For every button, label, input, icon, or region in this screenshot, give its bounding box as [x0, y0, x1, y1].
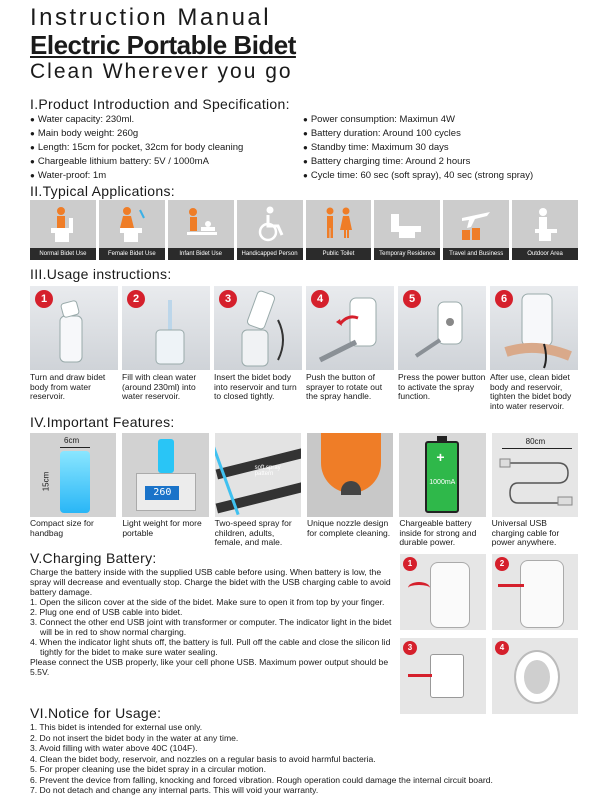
photo-number: 2 — [495, 557, 509, 571]
notice-item: 3. Avoid filling with water above 40C (104F). — [30, 743, 198, 753]
app-outdoor — [512, 200, 578, 260]
app-label: Outdoor Area — [512, 248, 578, 260]
compact-bottle — [60, 451, 90, 513]
step-text: Press the power button to activate the spray function. — [398, 372, 486, 401]
notice-item: 4. Clean the bidet body, reservoir, and nozzles on a regular basis to avoid harmful bacteria. — [30, 753, 376, 764]
battery-capacity: 1000mA — [429, 479, 456, 486]
spec-item: ● Chargeable lithium battery: 5V / 1000mA — [30, 155, 243, 169]
notice-item: 1. This bidet is intended for external use only. — [30, 722, 203, 732]
bidet-bottle-icon — [50, 296, 110, 366]
water-fill-icon — [140, 300, 200, 366]
cable-length: 80cm — [525, 437, 546, 446]
photo-number: 4 — [495, 641, 509, 655]
step-text: Fill with clean water (around 230ml) into water reservoir. — [122, 372, 197, 401]
usage-step — [214, 286, 302, 411]
feature-nozzle — [307, 433, 393, 548]
charging-photo — [492, 638, 578, 714]
notice-item: 6. Prevent the device from falling, knocking and forced vibration. Rough operation could damage the internal circuit board. — [30, 774, 493, 785]
hotel-icon — [385, 204, 429, 244]
notice-item: 7. Do not detach and change any internal parts. This will void your warranty. — [30, 785, 319, 795]
step-number: 4 — [311, 290, 329, 308]
section-spec-title: I.Product Introduction and Specification: — [30, 96, 290, 112]
spec-item: ● Water-proof: 1m — [30, 169, 243, 183]
section-usage-title: III.Usage instructions: — [30, 266, 172, 282]
spec-list-left — [30, 113, 243, 183]
notice-item: 2. Do not insert the bidet body in the water at any time. — [30, 732, 239, 743]
spec-item: ● Length: 15cm for pocket, 32cm for body cleaning — [30, 141, 243, 155]
charging-step: 4. When the indicator light shuts off, the battery is full. Pull off the cable and close the silicon lid tightly for the bidet to make sure water sealing. — [30, 637, 391, 657]
manual-heading: Instruction Manual — [30, 4, 272, 31]
charging-photo — [400, 554, 486, 630]
charging-note: Please connect the USB properly, like your cell phone USB. Maximum power output should be 5.5V. — [30, 657, 389, 677]
app-handicapped — [237, 200, 303, 260]
app-normal-bidet — [30, 200, 96, 260]
step-text: Insert the bidet body into reservoir and turn to closed tightly. — [214, 372, 297, 401]
charging-step: 3. Connect the other end USB joint with transformer or computer. The indicator light in the bidet will be in red to show normal charging. — [30, 617, 392, 637]
infant-care-icon — [181, 204, 221, 244]
charging-photos — [400, 554, 578, 714]
step-text: After use, clean bidet body and reservoir, tighten the bidet body into water reservoir. — [490, 372, 572, 411]
feature-text: Unique nozzle design for complete cleaning. — [306, 518, 391, 538]
wheelchair-icon — [250, 204, 290, 244]
section-applications-title: II.Typical Applications: — [30, 183, 175, 199]
usb-adapter-icon — [430, 654, 464, 698]
spec-item: ● Cycle time: 60 sec (soft spray), 40 sec (strong spray) — [303, 169, 533, 183]
feature-text: Universal USB charging cable for power anywhere. — [491, 518, 560, 547]
height-dimension: 15cm — [41, 471, 51, 492]
spec-item: ● Water capacity: 230ml. — [30, 113, 243, 127]
usage-step — [122, 286, 210, 411]
tagline: Clean Wherever you go — [30, 60, 293, 83]
app-label: Female Bidet Use — [99, 248, 165, 260]
charging-photo — [400, 638, 486, 714]
app-label: Normal Bidet Use — [30, 248, 96, 260]
spec-item: ● Main body weight: 260g — [30, 127, 243, 141]
reservoir-closed-icon — [504, 290, 574, 370]
feature-compact — [30, 433, 116, 548]
step-text: Turn and draw bidet body from water reservoir. — [30, 372, 106, 401]
charging-intro: Charge the battery inside with the supplied USB cable before using. When battery is low, the spray will decrease and eventually stop. Charge the bidet with the USB charging cable to avoid battery damage. — [30, 567, 391, 597]
app-label: Travel and Business — [443, 248, 509, 260]
spec-item: ● Battery charging time: Around 2 hours — [303, 155, 533, 169]
photo-number: 3 — [403, 641, 417, 655]
app-temporary-residence — [374, 200, 440, 260]
notice-item: 5. For proper cleaning use the bidet spray in a circular motion. — [30, 764, 266, 774]
notice-list — [30, 722, 590, 796]
app-label: Handicapped Person — [237, 248, 303, 260]
step-number: 6 — [495, 290, 513, 308]
app-public-toilet — [306, 200, 372, 260]
app-label: Infant Bidet Use — [168, 248, 234, 260]
scale-icon — [136, 473, 196, 511]
rotate-handle-icon — [310, 294, 392, 368]
product-title: Electric Portable Bidet — [30, 30, 296, 60]
restroom-icon — [318, 204, 358, 244]
power-button-icon — [408, 296, 484, 366]
feature-two-speed — [215, 433, 301, 548]
spec-item: ● Battery duration: Around 100 cycles — [303, 127, 533, 141]
charging-photo — [492, 554, 578, 630]
feature-text: Compact size for handbag — [30, 518, 94, 538]
step-number: 1 — [35, 290, 53, 308]
battery-icon: + 1000mA — [425, 441, 459, 513]
spray-pattern-label: soft spray pattern — [254, 465, 281, 477]
airplane-icon — [454, 204, 498, 244]
feature-usb-cable — [492, 433, 578, 548]
outdoor-toilet-icon — [525, 204, 565, 244]
usage-step — [306, 286, 394, 411]
features-row — [30, 433, 578, 548]
app-label: Public Toilet — [306, 248, 372, 260]
usage-step — [398, 286, 486, 411]
usage-step — [30, 286, 118, 411]
feature-text: Two-speed spray for children, adults, female, and male. — [214, 518, 292, 547]
app-infant-bidet — [168, 200, 234, 260]
applications-strip — [30, 200, 578, 260]
usage-step — [490, 286, 578, 411]
female-bidet-icon — [112, 204, 152, 244]
scale-display: 260 — [145, 486, 179, 500]
app-travel-business — [443, 200, 509, 260]
step-text: Push the button of sprayer to rotate out the spray handle. — [306, 372, 383, 401]
nozzle-head — [341, 481, 361, 495]
usb-cable-icon — [498, 453, 578, 513]
toilet-sitting-icon — [43, 204, 83, 244]
spec-item: ● Standby time: Maximum 30 days — [303, 141, 533, 155]
step-number: 2 — [127, 290, 145, 308]
section-notice-title: VI.Notice for Usage: — [30, 705, 162, 721]
feature-battery — [399, 433, 485, 548]
feature-text: Light weight for more portable — [122, 518, 202, 538]
step-number: 3 — [219, 290, 237, 308]
insert-body-icon — [228, 290, 294, 368]
step-number: 5 — [403, 290, 421, 308]
app-female-bidet — [99, 200, 165, 260]
spec-list-right — [303, 113, 533, 183]
charging-step: 1. Open the silicon cover at the side of the bidet. Make sure to open it from top by your finger. — [30, 597, 385, 607]
app-label: Temporay Residence — [374, 248, 440, 260]
feature-lightweight — [122, 433, 208, 548]
spec-item: ● Power consumption: Maximun 4W — [303, 113, 533, 127]
charging-instructions — [30, 567, 395, 677]
width-dimension: 6cm — [64, 436, 80, 445]
charging-step: 2. Plug one end of USB cable into bidet. — [30, 607, 183, 617]
photo-number: 1 — [403, 557, 417, 571]
feature-text: Chargeable battery inside for strong and durable power. — [399, 518, 477, 547]
weighed-bottle — [158, 439, 174, 473]
section-charging-title: V.Charging Battery: — [30, 550, 157, 566]
section-features-title: IV.Important Features: — [30, 414, 175, 430]
usage-steps — [30, 286, 578, 411]
